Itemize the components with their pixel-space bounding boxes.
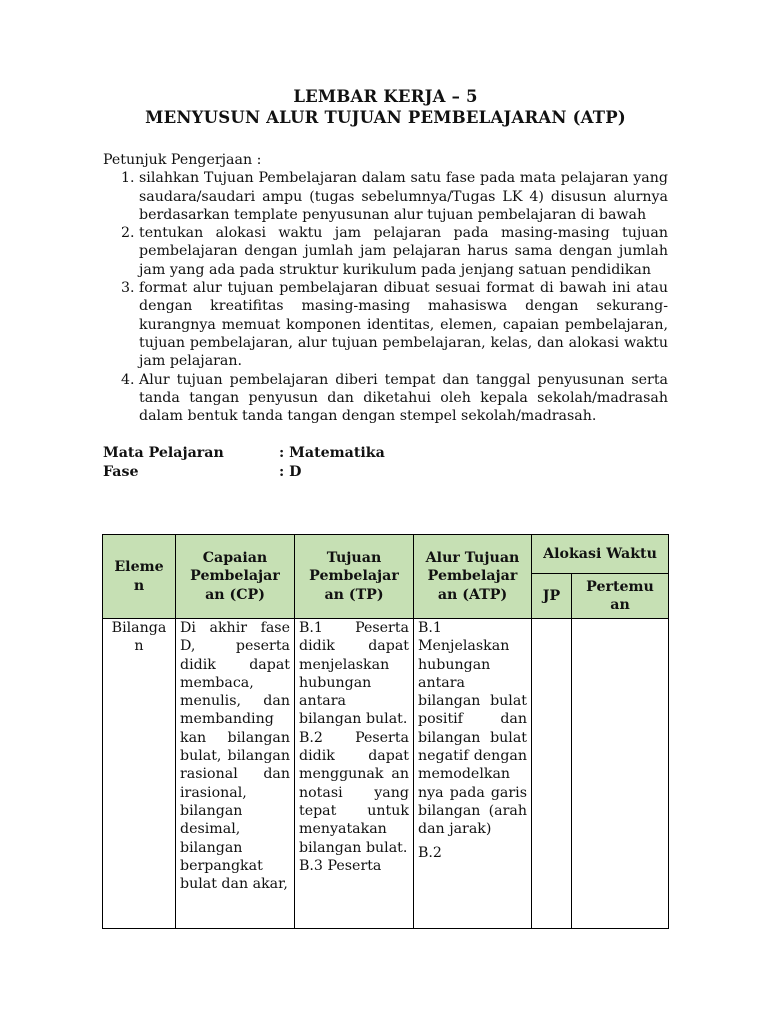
header-elemen: Eleme n [103,535,176,619]
header-pertemuan: Pertemu an [572,574,669,619]
tp-item: B.2 Peserta didik dapat menggunak an notasi yang tepat untuk menyatakan bilangan bulat. [299,729,409,856]
atp-item: B.2 [418,844,442,861]
atp-item: B.1 Menjelaskan hubungan antara bilangan bulat positif dan bilangan bulat negatif dengan memodelkan nya pada garis bilangan (arah dan jarak) [418,620,527,838]
tp-item: B.1 Peserta didik dapat menjelaskan hubungan antara bilangan bulat. [299,620,409,728]
worksheet-title: LEMBAR KERJA – 5 [293,87,478,106]
tp-item: B.3 Peserta [299,857,382,874]
cell-elemen: Bilanga n [103,619,176,929]
cell-tp [295,619,414,929]
instruction-item: 1. silahkan Tujuan Pembelajaran dalam satu fase pada mata pelajaran yang saudara/saudari ampu (tugas sebelumnya/Tugas LK 4) disusun alurnya berdasarkan template penyusunan alur tujuan pembelajaran di bawah [139,169,668,224]
header-jp: JP [532,574,572,619]
cell-atp [414,619,532,929]
subject-row [103,444,668,463]
header-alokasi-waktu: Alokasi Waktu [532,535,669,574]
phase-label: Fase [103,464,139,481]
table-row [103,619,669,929]
header-atp: Alur Tujuan Pembelajar an (ATP) [414,535,532,619]
instructions [103,151,668,425]
subject-label: Mata Pelajaran [103,445,224,462]
table-header-row [103,535,669,574]
cell-jp [532,619,572,929]
cell-pertemuan [572,619,669,929]
cell-cp: Di akhir fase D, peserta didik dapat membaca, menulis, dan membanding kan bilangan bulat, bilangan rasional dan irasional, bilangan desimal, bilangan berpangkat bulat dan akar, [176,619,295,929]
worksheet-page [103,86,668,482]
subject-value: : Matematika [279,445,385,462]
phase-row [103,463,668,482]
instructions-heading: Petunjuk Pengerjaan : [103,152,262,168]
identity-block [103,444,668,482]
header-tp: Tujuan Pembelajar an (TP) [295,535,414,619]
phase-value: : D [279,464,302,481]
instruction-item: 4. Alur tujuan pembelajaran diberi tempat dan tanggal penyusunan serta tanda tangan penyusun dan diketahui oleh kepala sekolah/madrasah dalam bentuk tanda tangan dengan stempel sekolah/madrasah. [139,371,668,426]
worksheet-subtitle: MENYUSUN ALUR TUJUAN PEMBELAJARAN (ATP) [145,108,626,127]
header-cp: Capaian Pembelajar an (CP) [176,535,295,619]
atp-table [102,534,669,929]
instruction-item: 2. tentukan alokasi waktu jam pelajaran pada masing-masing tujuan pembelajaran dengan jumlah jam pelajaran harus sama dengan jumlah jam yang ada pada struktur kurikulum pada jenjang satuan pendidikan [139,224,668,279]
instruction-item: 3. format alur tujuan pembelajaran dibuat sesuai format di bawah ini atau dengan kreatifitas masing-masing mahasiswa dengan sekurang-kurangnya memuat komponen identitas, elemen, capaian pembelajaran, tujuan pembelajaran, alur tujuan pembelajaran, kelas, dan alokasi waktu jam pelajaran. [139,279,668,370]
instructions-list [103,169,668,425]
